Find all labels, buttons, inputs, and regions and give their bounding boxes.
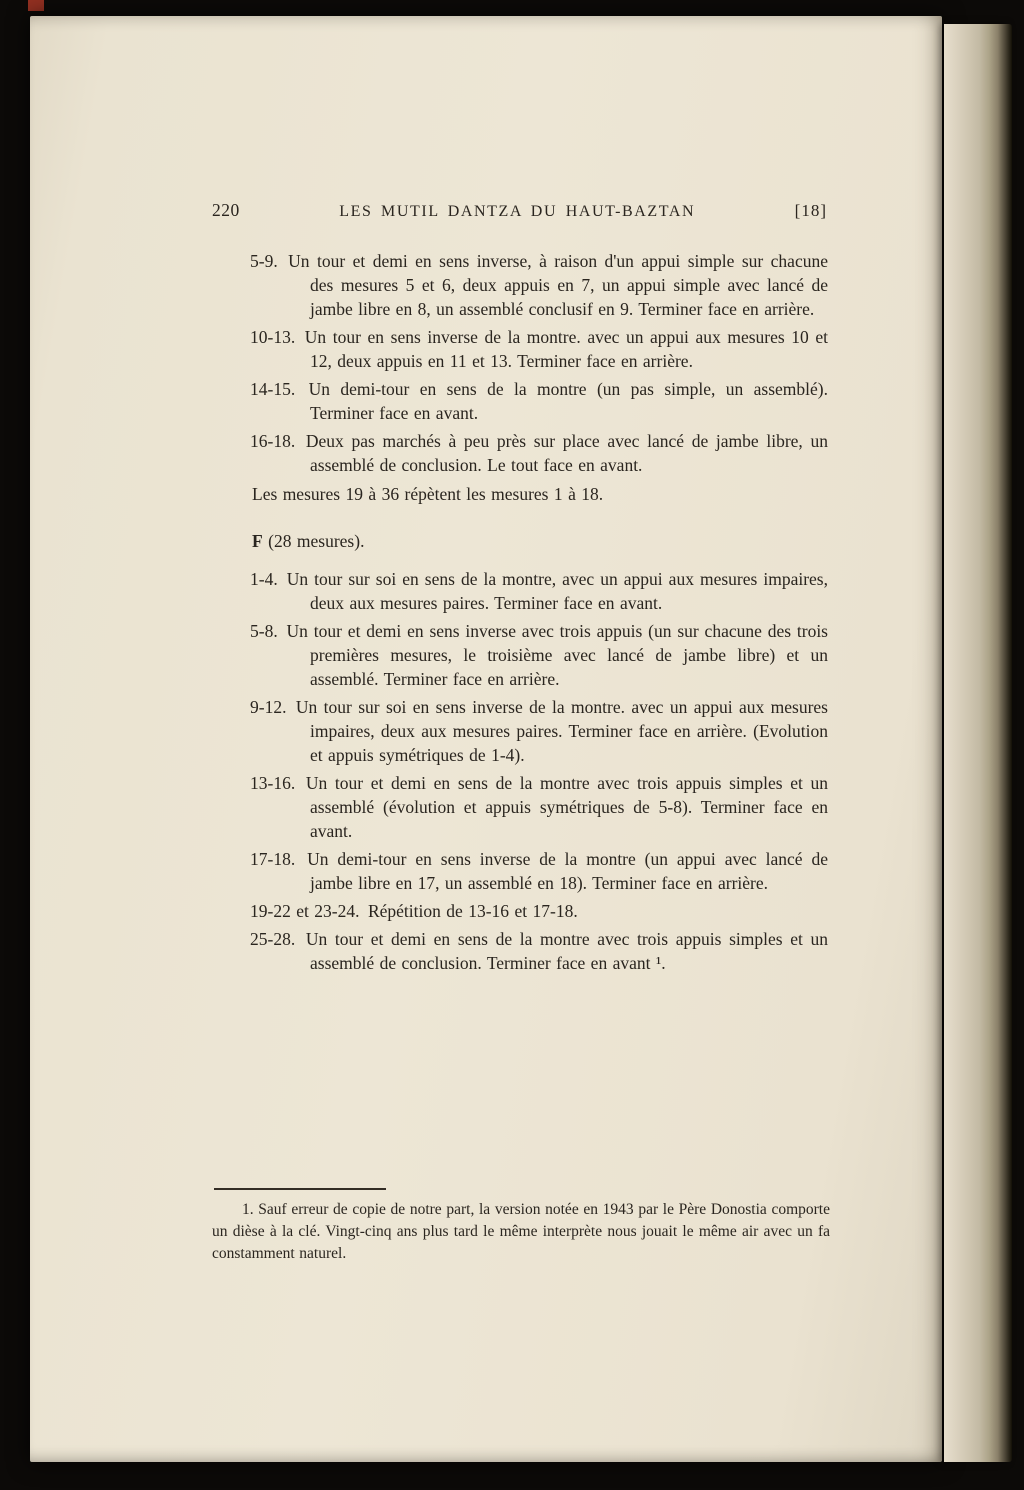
measure-label: 5-8.	[250, 621, 278, 641]
interlude-paragraph: Les mesures 19 à 36 répètent les mesures 1 à 18.	[252, 484, 604, 504]
measure-item	[250, 429, 828, 477]
measure-label: 1-4.	[250, 569, 278, 589]
footnote-text: 1. Sauf erreur de copie de notre part, la version notée en 1943 par le Père Donostia comporte un dièse à la clé. Vingt-cinq ans plus tard le même interprète nous jouait le même air avec un fa constamment naturel.	[212, 1201, 830, 1262]
red-mark	[28, 0, 44, 11]
footnote-rule	[214, 1188, 386, 1190]
measure-item	[250, 619, 828, 691]
footnote-area	[212, 1188, 830, 1265]
measure-item	[250, 847, 828, 895]
measure-text: Répétition de 13-16 et 17-18.	[367, 901, 578, 921]
measure-text: Un demi-tour en sens de la montre (un pas simple, un assemblé). Terminer face en avant.	[308, 379, 828, 423]
measure-label: 5-9.	[250, 251, 278, 271]
issue-ref: [18]	[794, 201, 827, 220]
measure-label: 14-15.	[250, 379, 296, 399]
measure-text: Deux pas marchés à peu près sur place avec lancé de jambe libre, un assemblé de conclusion. Le tout face en avant.	[305, 431, 828, 475]
measure-item	[250, 899, 828, 923]
section-letter: F	[252, 531, 263, 551]
measure-item	[250, 325, 828, 373]
page-number: 220	[212, 200, 240, 220]
page-header	[212, 200, 827, 221]
measure-label: 25-28.	[250, 929, 296, 949]
measure-item	[250, 927, 828, 975]
measure-text: Un tour et demi en sens inverse, à raison d'un appui simple sur chacune des mesures 5 et 6, deux appuis en 7, un appui simple avec lancé de jambe libre en 8, un assemblé conclusif en 9. Terminer face en arrière.	[288, 251, 828, 319]
measure-label: 16-18.	[250, 431, 296, 451]
section-heading	[252, 529, 828, 553]
measure-text: Un tour sur soi en sens inverse de la montre. avec un appui aux mesures impaires, deux aux mesures paires. Terminer face en arrière. (Evolution et appuis symétriques de 1-4).	[295, 697, 828, 765]
running-title: LES MUTIL DANTZA DU HAUT-BAZTAN	[339, 203, 696, 220]
book-page	[30, 16, 942, 1462]
measure-text: Un tour en sens inverse de la montre. avec un appui aux mesures 10 et 12, deux appuis en 11 et 13. Terminer face en arrière.	[304, 327, 828, 371]
measure-text: Un tour et demi en sens inverse avec trois appuis (un sur chacune des trois premières mesures, le troisième avec lancé de jambe libre) et un assemblé. Terminer face en arrière.	[286, 621, 828, 689]
adjacent-page-edge	[944, 24, 1012, 1462]
measure-item	[250, 377, 828, 425]
measure-text: Un tour et demi en sens de la montre avec trois appuis simples et un assemblé (évolution et appuis symétriques de 5-8). Terminer face en avant.	[305, 773, 828, 841]
measure-text: Un tour et demi en sens de la montre avec trois appuis simples et un assemblé de conclusion. Terminer face en avant ¹.	[305, 929, 828, 973]
measure-item	[250, 567, 828, 615]
measure-item	[250, 771, 828, 843]
measure-text: Un demi-tour en sens inverse de la montre (un appui avec lancé de jambe libre en 17, un assemblé en 18). Terminer face en arrière.	[307, 849, 829, 893]
page-body	[250, 249, 828, 979]
measure-label: 9-12.	[250, 697, 287, 717]
measure-label: 13-16.	[250, 773, 296, 793]
measure-label: 10-13.	[250, 327, 296, 347]
section-title-rest: (28 mesures).	[268, 531, 365, 551]
measure-item	[250, 249, 828, 321]
measure-label: 19-22 et 23-24.	[250, 901, 360, 921]
measure-item	[250, 695, 828, 767]
measure-label: 17-18.	[250, 849, 296, 869]
measure-text: Un tour sur soi en sens de la montre, avec un appui aux mesures impaires, deux aux mesures paires. Terminer face en avant.	[286, 569, 828, 613]
